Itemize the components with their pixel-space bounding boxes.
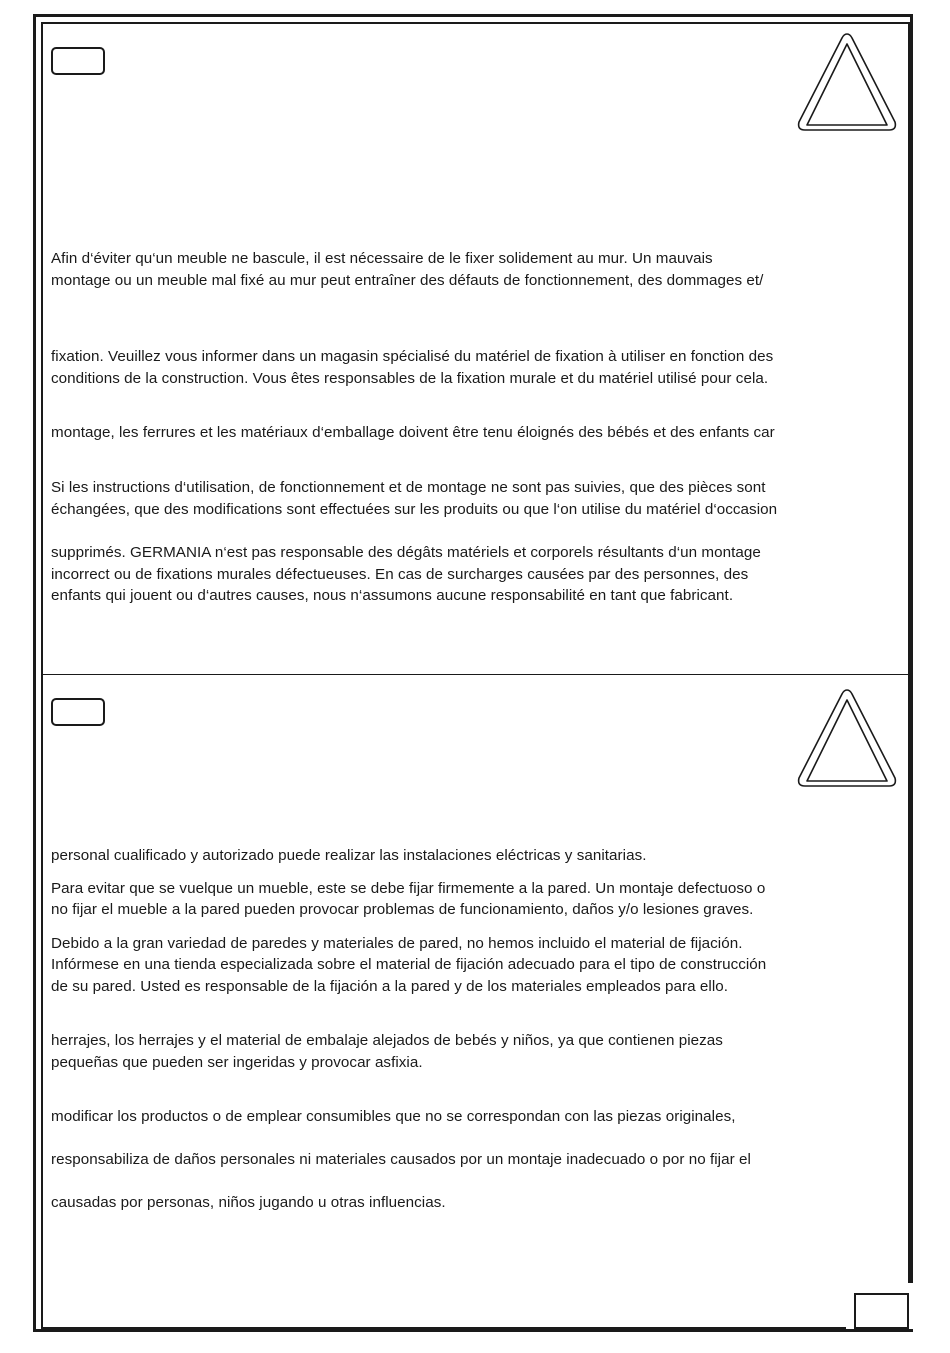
fr-text-line-2: montage ou un meuble mal fixé au mur peut entraîner des défauts de fonctionnement, des dommages et/ [51,271,764,289]
es-text-line-3: no fijar el mueble a la pared pueden provocar problemas de funcionamiento, daños y/o lesiones graves. [51,901,754,918]
es-text-line-2: Para evitar que se vuelque un mueble, este se debe fijar firmemente a la pared. Un montaje defectuoso o [51,879,766,897]
fr-text-line-6: Si les instructions d‘utilisation, de fonctionnement et de montage ne sont pas suivies, que des pièces sont [51,479,766,496]
es-text-line-11: causadas por personas, niños jugando u otras influencias. [51,1194,446,1211]
section-spanish-frame [41,674,910,1331]
fr-text-line-8: supprimés. GERMANIA n‘est pas responsable des dégâts matériels et corporels résultants d‘un montage [51,544,761,561]
bottom-border-line [41,1327,846,1329]
fr-text-line-1: Afin d‘éviter qu‘un meuble ne bascule, il est nécessaire de le fixer solidement au mur. Un mauvais [51,250,713,267]
es-text-line-7: herrajes, los herrajes y el material de embalaje alejados de bebés y niños, ya que contienen piezas [51,1032,723,1049]
page-number-box [854,1293,909,1329]
fr-text-line-3: fixation. Veuillez vous informer dans un magasin spécialisé du matériel de fixation à utiliser en fonction des [51,348,774,365]
fr-text-line-5: montage, les ferrures et les matériaux d‘emballage doivent être tenu éloignés des bébés et des enfants car [51,424,775,441]
fr-text-line-9: incorrect ou de fixations murales défectueuses. En cas de surcharges causées par des personnes, des [51,565,749,583]
warning-triangle-icon [795,686,899,790]
es-text-line-8: pequeñas que pueden ser ingeridas y provocar asfixia. [51,1053,423,1071]
language-label-box-es [51,698,105,726]
fr-text-line-7: échangées, que des modifications sont effectuées sur les produits ou que l‘on utilise du matériel d‘occasion [51,500,778,518]
fr-text-line-4: conditions de la construction. Vous êtes responsables de la fixation murale et du matériel utilisé pour cela. [51,369,769,387]
es-text-line-4: Debido a la gran variedad de paredes y materiales de pared, no hemos incluido el material de fijación. [51,934,743,952]
es-text-line-5: Infórmese en una tienda especializada sobre el material de fijación adecuado para el tipo de construcción [51,956,767,973]
es-text-line-1: personal cualificado y autorizado puede realizar las instalaciones eléctricas y sanitarias. [51,847,647,864]
es-text-line-10: responsabiliza de daños personales ni materiales causados por un montaje inadecuado o por no fijar el [51,1151,751,1168]
language-label-box-fr [51,47,105,75]
fr-text-line-10: enfants qui jouent ou d‘autres causes, nous n‘assumons aucune responsabilité en tant que fabricant. [51,587,734,604]
es-text-line-9: modificar los productos o de emplear consumibles que no se correspondan con las piezas originales, [51,1108,736,1125]
es-text-line-6: de su pared. Usted es responsable de la fijación a la pared y de los materiales empleados para ello. [51,977,729,995]
warning-triangle-icon [795,30,899,134]
